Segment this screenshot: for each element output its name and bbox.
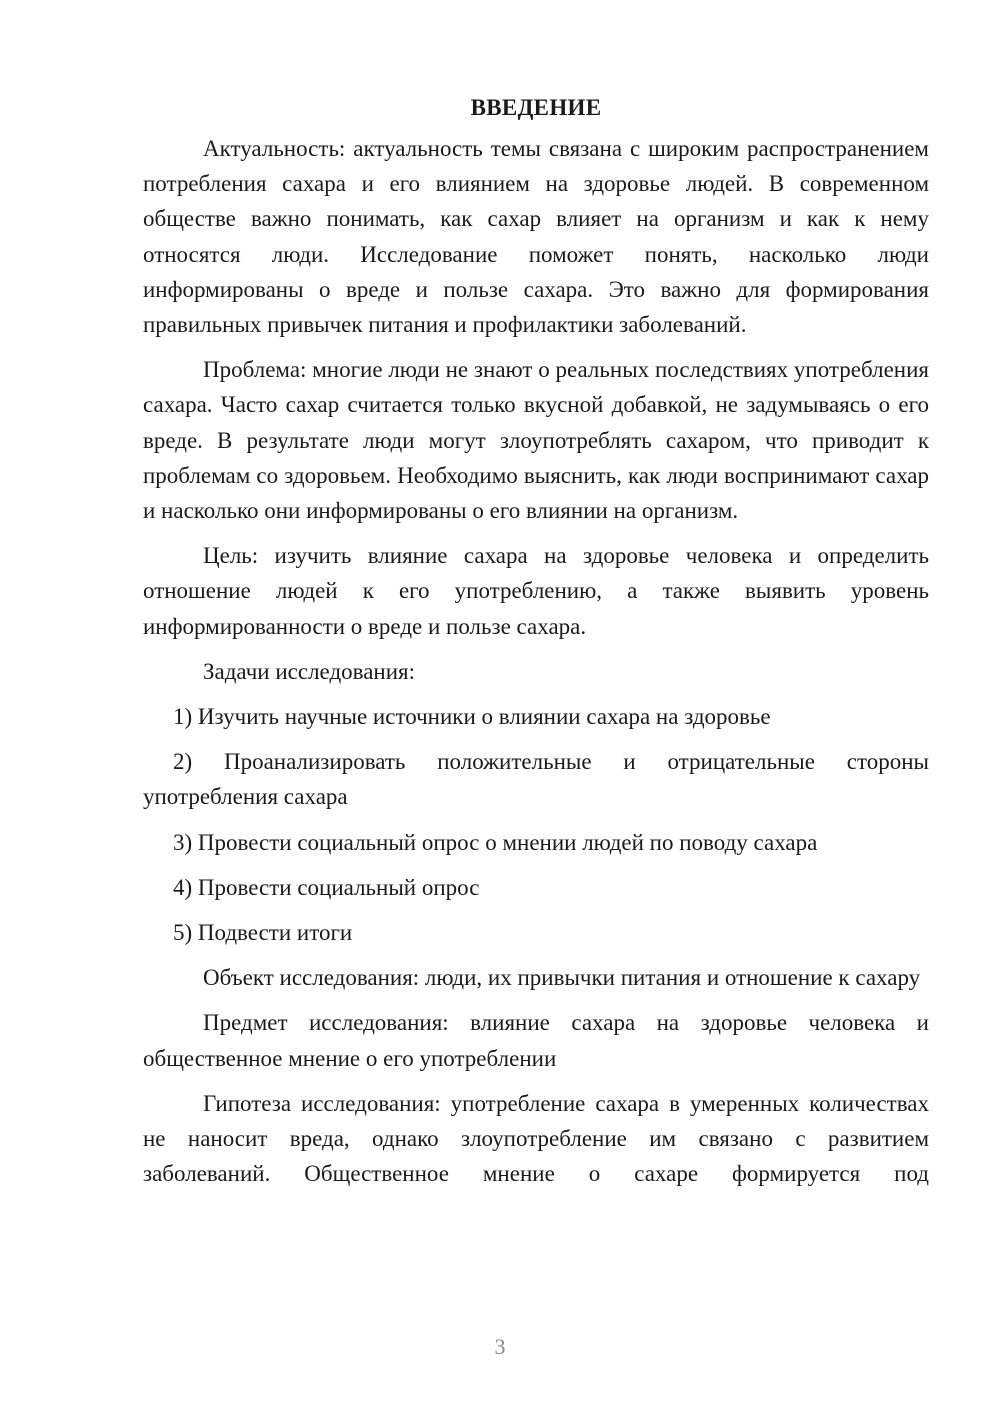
task-item: 1) Изучить научные источники о влиянии сахара на здоровье — [173, 704, 771, 730]
object-paragraph: Объект исследования: люди, их привычки питания и отношение к сахару — [203, 965, 921, 991]
task-item: 4) Провести социальный опрос — [173, 874, 480, 900]
hypothesis-paragraph: Гипотеза исследования: употребление сахара в умеренных количествах не наносит вреда, однако злоупотребление им связано с развитием заболеваний. Общественное мнение о сахаре формируется под — [143, 1090, 929, 1187]
page-number: 3 — [494, 1334, 506, 1359]
task-item: 2) Проанализировать положительные и отрицательные стороны употребления сахара — [143, 749, 929, 810]
subject-paragraph: Предмет исследования: влияние сахара на здоровье человека и общественное мнение о его употреблении — [143, 1010, 929, 1071]
relevance-paragraph: Актуальность: актуальность темы связана с широким распространением потребления сахара и его влиянием на здоровье людей. В современном обществе важно понимать, как сахар влияет на организм и как к нему относятся люди. Исследование поможет понять, насколько люди информированы о вреде и пользе сахара. Это важно для формирования правильных привычек питания и профилактики заболеваний. — [143, 136, 929, 338]
goal-paragraph: Цель: изучить влияние сахара на здоровье человека и определить отношение людей к его употреблению, а также выявить уровень информированности о вреде и пользе сахара. — [143, 543, 929, 639]
task-item: 3) Провести социальный опрос о мнении людей по поводу сахара — [173, 829, 818, 855]
tasks-heading: Задачи исследования: — [203, 658, 416, 684]
document-page — [143, 90, 929, 1191]
problem-paragraph: Проблема: многие люди не знают о реальных последствиях употребления сахара. Часто сахар считается только вкусной добавкой, не задумываясь о его вреде. В результате люди могут злоупотреблять сахаром, что приводит к проблемам со здоровьем. Необходимо выяснить, как люди воспринимают сахар и насколько они информированы о его влиянии на организм. — [143, 357, 929, 524]
section-heading: ВВЕДЕНИЕ — [470, 95, 602, 120]
task-item: 5) Подвести итоги — [173, 920, 353, 946]
